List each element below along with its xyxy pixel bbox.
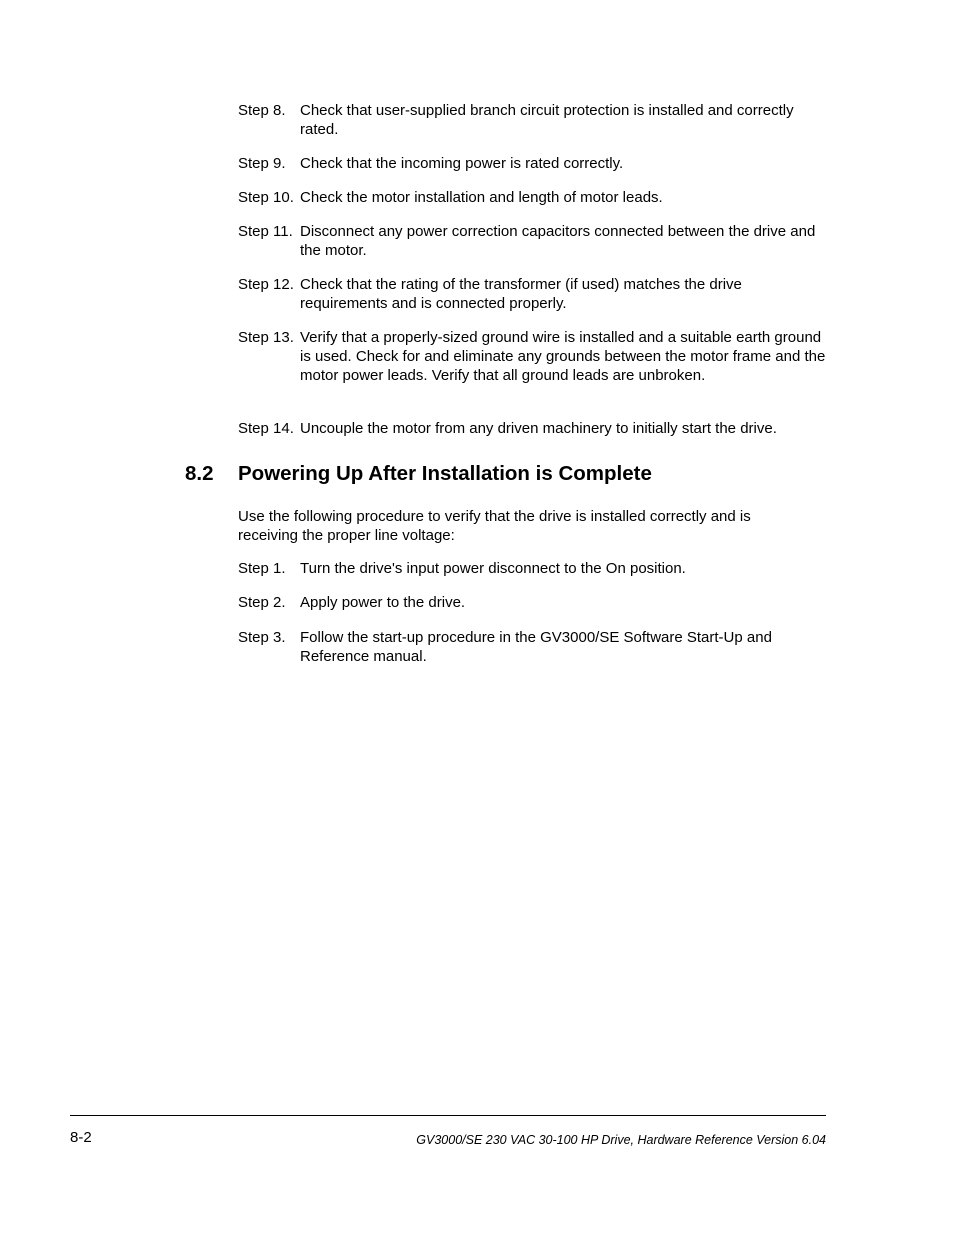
step-text: Check that the incoming power is rated correctly. xyxy=(300,155,624,172)
step-label: Step 8. xyxy=(238,102,286,119)
step-text: Check the motor installation and length of motor leads. xyxy=(300,189,663,206)
step-item xyxy=(238,593,838,612)
step-item xyxy=(238,328,838,385)
footer-divider xyxy=(70,1115,826,1116)
step-item xyxy=(238,154,838,173)
step-text: Apply power to the drive. xyxy=(300,594,466,611)
step-item xyxy=(238,628,838,666)
step-item xyxy=(238,559,838,578)
step-item xyxy=(238,222,838,260)
section-number: 8.2 xyxy=(185,462,214,485)
step-item xyxy=(238,101,838,139)
step-text: Check that the rating of the transformer (if used) matches the drive requirements and is connected properly. xyxy=(300,276,742,312)
section-intro: Use the following procedure to verify that the drive is installed correctly and is receiving the proper line voltage: xyxy=(238,508,751,544)
step-label: Step 14. xyxy=(238,420,294,437)
step-text: Uncouple the motor from any driven machinery to initially start the drive. xyxy=(300,420,777,437)
footer-document-title: GV3000/SE 230 VAC 30-100 HP Drive, Hardware Reference Version 6.04 xyxy=(416,1133,826,1147)
step-label: Step 1. xyxy=(238,560,286,577)
step-text: Follow the start-up procedure in the GV3000/SE Software Start-Up and Reference manual. xyxy=(300,629,772,665)
step-label: Step 11. xyxy=(238,223,293,240)
step-text: Turn the drive's input power disconnect to the On position. xyxy=(300,560,686,577)
step-label: Step 3. xyxy=(238,629,286,646)
step-text: Disconnect any power correction capacitors connected between the drive and the motor. xyxy=(300,223,816,259)
step-text: Check that user-supplied branch circuit protection is installed and correctly rated. xyxy=(300,102,794,138)
step-label: Step 12. xyxy=(238,276,294,293)
step-label: Step 9. xyxy=(238,155,286,172)
step-label: Step 2. xyxy=(238,594,286,611)
section-title: Powering Up After Installation is Complete xyxy=(238,462,652,485)
step-label: Step 13. xyxy=(238,329,294,346)
step-item xyxy=(238,275,838,313)
step-text: Verify that a properly-sized ground wire is installed and a suitable earth ground is used. Check for and eliminate any grounds between the motor frame and the motor power leads. Verify that all ground leads are unbroken. xyxy=(300,329,826,384)
step-item xyxy=(238,419,838,438)
step-label: Step 10. xyxy=(238,189,294,206)
page-number: 8-2 xyxy=(70,1129,92,1146)
step-item xyxy=(238,188,838,207)
